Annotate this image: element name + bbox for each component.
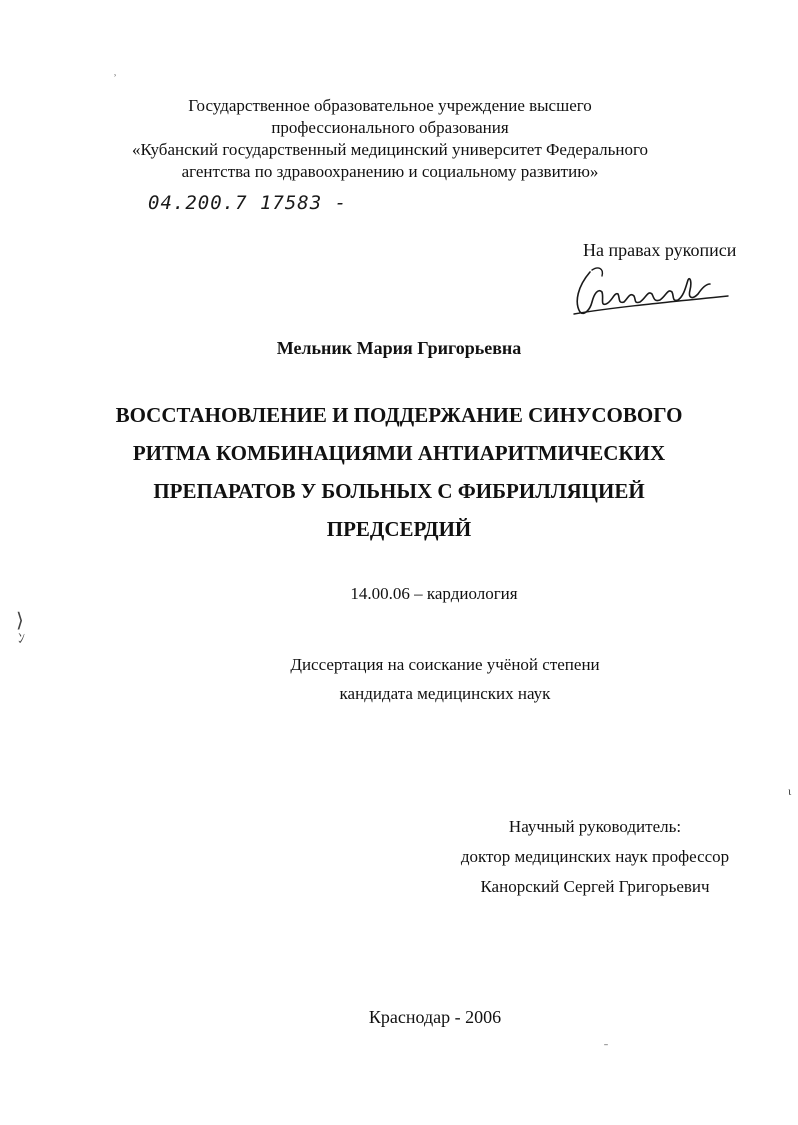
title-line: ПРЕДСЕРДИЙ — [326, 517, 472, 541]
institution-header — [100, 95, 680, 183]
scan-speck: ˗ — [604, 1036, 608, 1050]
title-line: ПРЕПАРАТОВ У БОЛЬНЫХ С ФИБРИЛЛЯЦИЕЙ — [153, 479, 645, 503]
manuscript-rights-label: На правах рукописи — [583, 240, 737, 260]
degree-line: кандидата медицинских наук — [339, 684, 551, 703]
supervisor-line: доктор медицинских наук профессор — [460, 847, 730, 866]
specialty-code: 14.00.06 – кардиология — [350, 584, 518, 603]
title-line: ВОССТАНОВЛЕНИЕ И ПОДДЕРЖАНИЕ СИНУСОВОГО — [115, 403, 683, 427]
institution-line: Государственное образовательное учреждение высшего — [188, 96, 592, 115]
author-signature — [568, 258, 738, 320]
institution-line: «Кубанский государственный медицинский университет Федерального — [131, 140, 649, 159]
author-name: Мельник Мария Григорьевна — [276, 338, 522, 358]
registration-stamp: 04.200.7 17583 - — [148, 192, 348, 214]
scan-speck: ˒ — [113, 66, 117, 80]
supervisor-line: Канорский Сергей Григорьевич — [480, 877, 710, 896]
title-line: РИТМА КОМБИНАЦИЯМИ АНТИАРИТМИЧЕСКИХ — [132, 441, 666, 465]
scientific-supervisor — [440, 812, 750, 902]
dissertation-title — [60, 396, 738, 548]
supervisor-line: Научный руководитель: — [508, 817, 682, 836]
degree-line: Диссертация на соискание учёной степени — [290, 655, 600, 674]
degree-statement — [0, 650, 798, 708]
scan-speck: ɩ — [788, 784, 792, 798]
institution-line: профессионального образования — [271, 118, 509, 137]
scan-speck: ﾝ — [18, 632, 25, 647]
institution-line: агентства по здравоохранению и социальному развитию» — [181, 162, 599, 181]
scan-speck: ⟩ — [16, 610, 24, 632]
city-year: Краснодар - 2006 — [368, 1007, 502, 1027]
